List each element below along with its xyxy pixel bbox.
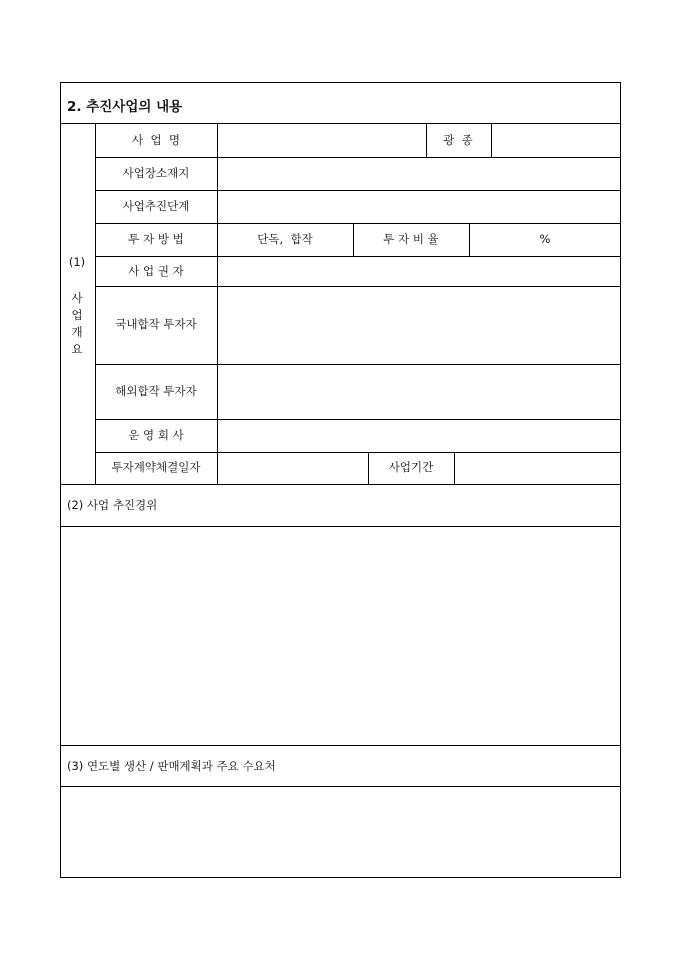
- section-title: 2. 추진사업의 내용: [67, 99, 183, 115]
- vertical-char: 사: [71, 291, 83, 305]
- contract-date-label: 투자계약체결일자: [111, 460, 201, 474]
- row-divider: [95, 223, 621, 224]
- section-divider: [60, 484, 621, 485]
- title-divider: [60, 123, 621, 124]
- period-label: 사업기간: [388, 460, 434, 474]
- section2-label: (2) 사업 추진경위: [67, 498, 158, 512]
- section-divider: [60, 745, 621, 746]
- investment-method-label: 투 자 방 법: [128, 232, 184, 246]
- section3-label: (3) 연도별 생산 / 판매계획과 주요 수요처: [67, 759, 276, 773]
- col-divider: [469, 223, 470, 256]
- section-divider: [60, 786, 621, 787]
- right-holder-label: 사 업 권 자: [128, 264, 184, 278]
- col-divider: [217, 123, 218, 484]
- overview-number: (1): [68, 255, 86, 269]
- operator-label: 운 영 회 사: [128, 428, 184, 442]
- col-divider: [491, 123, 492, 157]
- section-divider: [60, 526, 621, 527]
- row-divider: [95, 286, 621, 287]
- location-label: 사업장소재지: [122, 166, 190, 180]
- vertical-char: 요: [71, 342, 83, 356]
- investment-method-value: 단독, 합작: [257, 232, 313, 246]
- overview-vertical-label: [70, 290, 84, 358]
- col-divider: [454, 452, 455, 484]
- row-divider: [95, 256, 621, 257]
- foreign-partner-label: 해외합작 투자자: [115, 384, 197, 398]
- row-divider: [95, 364, 621, 365]
- business-name-label: 사 업 명: [132, 133, 180, 147]
- vertical-char: 개: [71, 325, 83, 339]
- stage-label: 사업추진단계: [122, 199, 190, 213]
- col-divider: [426, 123, 427, 157]
- col-divider: [95, 123, 96, 484]
- investment-ratio-label: 투 자 비 율: [383, 232, 439, 246]
- row-divider: [95, 419, 621, 420]
- mine-type-label: 광 종: [443, 133, 473, 147]
- row-divider: [95, 452, 621, 453]
- row-divider: [95, 157, 621, 158]
- domestic-partner-label: 국내합작 투자자: [115, 317, 197, 331]
- row-divider: [95, 190, 621, 191]
- col-divider: [368, 452, 369, 484]
- ratio-unit: %: [539, 232, 551, 246]
- col-divider: [353, 223, 354, 256]
- vertical-char: 업: [71, 308, 83, 322]
